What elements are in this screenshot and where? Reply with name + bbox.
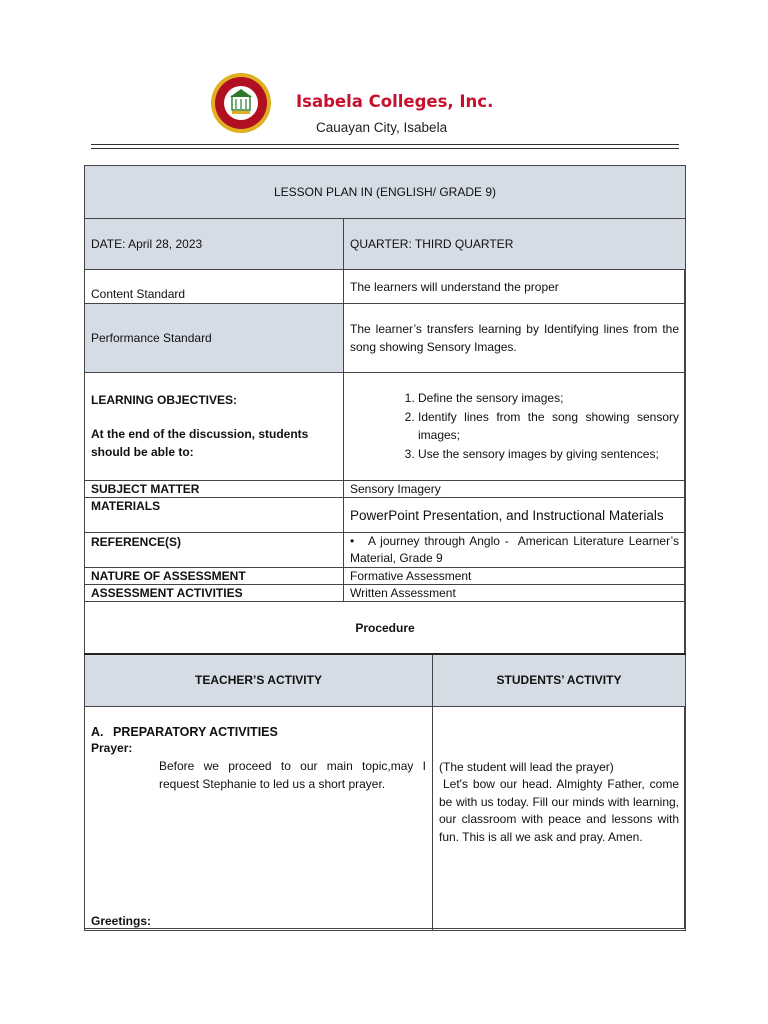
document-header [0,0,768,160]
objectives-label: LEARNING OBJECTIVES: [91,393,238,407]
objectives-list [350,389,679,463]
title-row [85,166,686,219]
activity-table [84,653,686,931]
objectives-row [85,373,686,481]
content-standard-value: The learners will understand the proper [344,270,686,304]
materials-value: PowerPoint Presentation, and Instructional Materials [344,498,686,533]
assessment-nature-row [85,568,686,585]
subject-matter-value: Sensory Imagery [344,481,686,498]
objectives-list-cell [344,373,686,481]
objective-item: 1. Define the sensory images; [418,389,679,407]
preparatory-title [91,725,426,739]
content-standard-row [85,270,686,304]
subject-matter-row [85,481,686,498]
objective-item: 2. Identify lines from the song showing sensory images; [418,408,679,444]
references-row [85,533,686,568]
college-name: Isabela Colleges, Inc. [296,92,494,111]
assessment-activities-label: ASSESSMENT ACTIVITIES [85,585,344,602]
lesson-plan-sheet [84,165,685,929]
materials-label: MATERIALS [85,498,344,533]
prayer-label: Prayer: [91,740,133,755]
assessment-nature-label: NATURE OF ASSESSMENT [85,568,344,585]
procedure-label: Procedure [85,602,686,654]
college-city: Cauayan City, Isabela [316,120,448,135]
references-label: REFERENCE(S) [85,533,344,568]
date-quarter-row [85,219,686,270]
greetings-label: Greetings: [91,913,152,928]
objectives-cell [85,373,344,481]
lesson-quarter: QUARTER: THIRD QUARTER [344,219,686,270]
materials-row [85,498,686,533]
header-rule-bottom [91,148,679,149]
content-standard-label: Content Standard [85,270,344,304]
student-activity-header: STUDENTS’ ACTIVITY [433,654,686,706]
references-value: • A journey through Anglo - American Literature Learner’s Material, Grade 9 [344,533,686,568]
teacher-prayer-text: Before we proceed to our main topic,may I request Stephanie to led us a short prayer. [159,758,426,791]
procedure-row [85,602,686,654]
objectives-sub: At the end of the discussion, students should be able to: [91,427,309,459]
performance-standard-label: Performance Standard [85,304,344,373]
lesson-date: DATE: April 28, 2023 [85,219,344,270]
lesson-title: LESSON PLAN IN (ENGLISH/ GRADE 9) [85,166,686,219]
college-seal-icon [210,72,272,134]
student-prayer-note: (The student will lead the prayer) [439,759,614,774]
student-prayer: Let's bow our head. Almighty Father, come be with us today. Fill our minds with learning, our classroom with peace and lessons with fun. This is all we ask and pray. Amen. [439,777,679,844]
performance-standard-value: The learner’s transfers learning by Identifying lines from the song showing Sensory Images. [344,304,686,373]
assessment-activities-row [85,585,686,602]
teacher-activity-header: TEACHER’S ACTIVITY [85,654,433,706]
objective-item: 3. Use the sensory images by giving sentences; [418,445,679,463]
assessment-activities-value: Written Assessment [344,585,686,602]
performance-standard-row [85,304,686,373]
preparatory-letter: A. [91,724,104,739]
teacher-activity-cell [85,706,433,930]
header-rule-top [91,144,679,145]
preparatory-row [85,706,686,930]
student-activity-cell [433,706,686,930]
preparatory-title-text: PREPARATORY ACTIVITIES [113,724,278,739]
activity-header-row [85,654,686,706]
student-prayer-text [439,759,679,847]
subject-matter-label: SUBJECT MATTER [85,481,344,498]
lesson-plan-table [84,165,686,654]
assessment-nature-value: Formative Assessment [344,568,686,585]
